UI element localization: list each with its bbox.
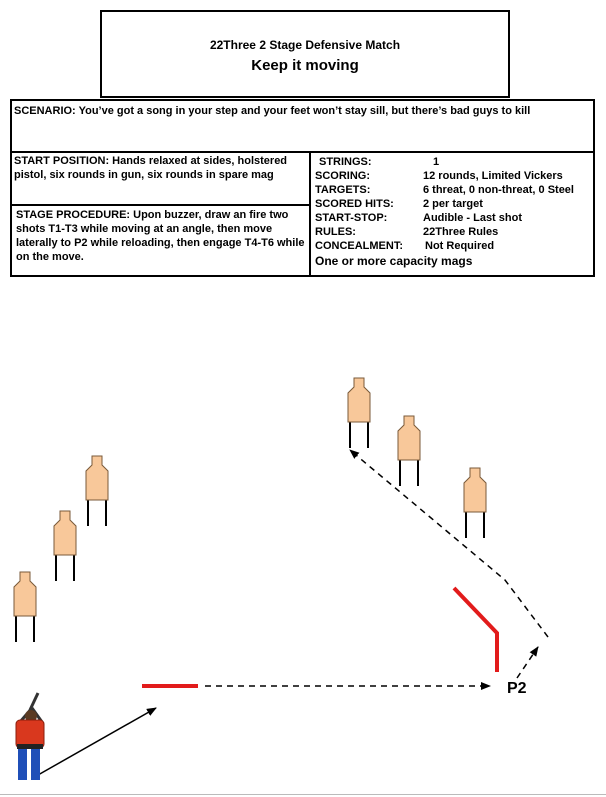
movement-arrow [517,647,538,678]
detail-value: 2 per target [423,198,483,210]
detail-key: SCORED HITS: [315,198,394,210]
movement-arrow [350,450,548,637]
detail-key: CONCEALMENT: [315,240,403,252]
target-t2 [54,511,76,581]
detail-value: Not Required [425,240,495,252]
detail-key: TARGETS: [315,184,371,196]
detail-key: STRINGS: [319,156,372,168]
position-p2-label: P2 [507,680,527,697]
detail-value: 6 threat, 0 non-threat, 0 Steel [423,184,574,196]
target-t4 [348,378,370,448]
target-t5 [398,416,420,486]
shooter-figure-icon [16,693,44,780]
target-t6 [464,468,486,538]
detail-value: 12 rounds, Limited Vickers [423,170,563,182]
scenario-text: SCENARIO: You’ve got a song in your step and your feet won’t stay sill, but there’s bad guys to kill [14,105,531,117]
detail-value: Audible - Last shot [423,212,522,224]
match-title: 22Three 2 Stage Defensive Match [209,38,401,52]
target-t1 [14,572,36,642]
start-position-text: START POSITION: Hands relaxed at sides, holstered pistol, six rounds in gun, six rounds in spare mag [14,155,288,181]
detail-key: RULES: [315,226,356,238]
detail-key: SCORING: [315,170,370,182]
page-bottom-rule [0,794,606,795]
detail-value: 22Three Rules [423,226,499,238]
target-t3 [86,456,108,526]
detail-value: 1 [433,156,440,168]
movement-arrow [38,708,156,775]
capacity-note: One or more capacity mags [315,254,473,268]
stage-procedure-text: STAGE PROCEDURE: Upon buzzer, draw an fire two shots T1-T3 while moving at an angle, then move laterally to P2 while reloading, then engage T4-T6 while on the move. [16,209,305,263]
detail-key: START-STOP: [315,212,388,224]
fault-line [454,588,497,672]
stage-title: Keep it moving [251,57,359,74]
